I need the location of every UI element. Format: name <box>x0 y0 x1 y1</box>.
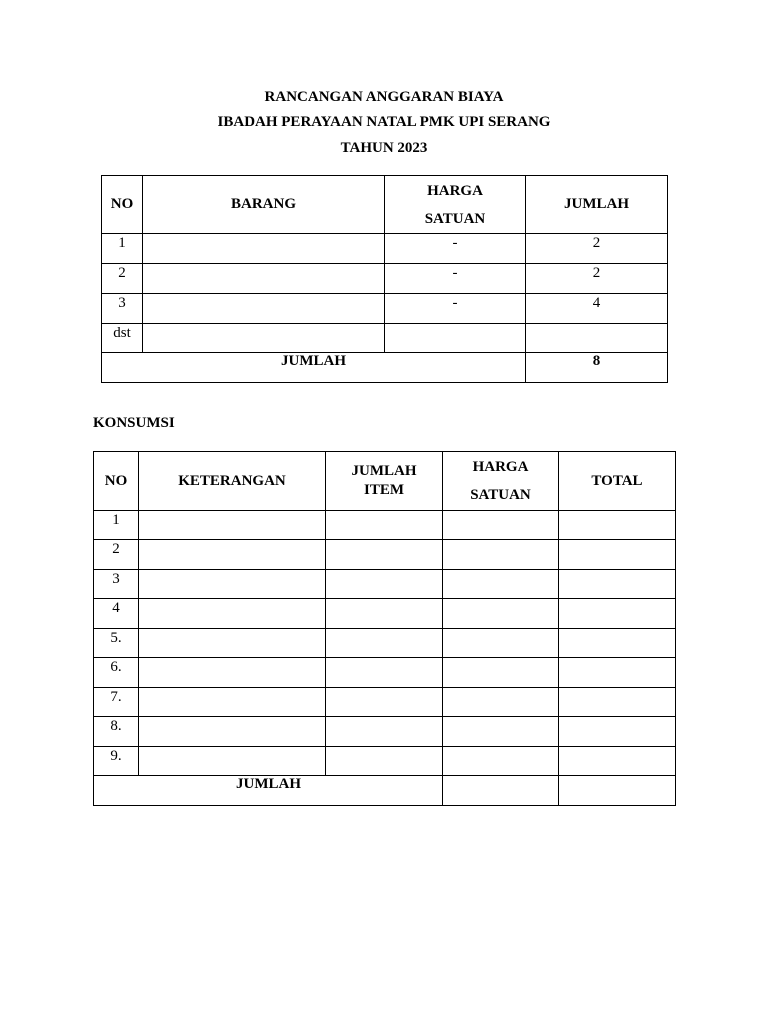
table-row <box>94 540 676 570</box>
table-header-row <box>102 176 668 234</box>
budget-items-table <box>101 175 668 383</box>
cell-total <box>559 511 676 540</box>
table-row <box>94 629 676 658</box>
cell-total <box>559 629 676 658</box>
cell-total <box>559 717 676 747</box>
header-harga-line1: HARGA <box>472 459 529 475</box>
cell-harga <box>443 599 559 629</box>
footer-harga-cell <box>443 776 559 806</box>
cell-total <box>559 540 676 570</box>
header-harga-line2: SATUAN <box>424 210 486 227</box>
cell-barang <box>143 264 385 294</box>
cell-no: 3 <box>102 294 143 324</box>
konsumsi-table <box>93 451 676 806</box>
cell-total <box>559 747 676 776</box>
cell-jumlah-item <box>326 511 443 540</box>
footer-jumlah-label: JUMLAH <box>102 353 526 383</box>
footer-jumlah-label <box>94 776 443 806</box>
cell-no: 1 <box>102 234 143 264</box>
cell-no: dst <box>102 324 143 353</box>
cell-total <box>559 658 676 688</box>
cell-keterangan <box>139 540 326 570</box>
cell-jumlah-item <box>326 717 443 747</box>
table-row <box>94 747 676 776</box>
table-row <box>94 717 676 747</box>
cell-harga <box>443 688 559 717</box>
cell-harga <box>443 747 559 776</box>
table-row <box>94 658 676 688</box>
cell-jumlah <box>526 324 668 353</box>
table-row <box>102 264 668 294</box>
cell-keterangan <box>139 747 326 776</box>
cell-jumlah-item <box>326 658 443 688</box>
header-no: NO <box>102 176 143 234</box>
cell-keterangan <box>139 688 326 717</box>
header-harga-satuan <box>443 452 559 511</box>
cell-jumlah: 2 <box>526 264 668 294</box>
header-jumlah-item <box>326 452 443 511</box>
table-row <box>102 234 668 264</box>
cell-jumlah-item <box>326 629 443 658</box>
header-keterangan: KETERANGAN <box>139 452 326 511</box>
cell-no: 5. <box>94 629 139 658</box>
table-footer-row <box>102 353 668 383</box>
table-row <box>94 688 676 717</box>
cell-barang <box>143 234 385 264</box>
cell-jumlah-item <box>326 599 443 629</box>
cell-total <box>559 688 676 717</box>
cell-jumlah-item <box>326 540 443 570</box>
cell-no: 6. <box>94 658 139 688</box>
cell-total <box>559 599 676 629</box>
table-row <box>102 294 668 324</box>
cell-harga: - <box>385 294 526 324</box>
table-header-row <box>94 452 676 511</box>
cell-keterangan <box>139 629 326 658</box>
header-jumlah-item-line1: JUMLAH <box>351 463 417 479</box>
header-harga-line1: HARGA <box>427 182 483 199</box>
cell-no: 9. <box>94 747 139 776</box>
cell-no: 3 <box>94 570 139 599</box>
header-no: NO <box>94 452 139 511</box>
cell-barang <box>143 294 385 324</box>
cell-no: 2 <box>94 540 139 570</box>
cell-jumlah: 4 <box>526 294 668 324</box>
table-row <box>94 570 676 599</box>
header-jumlah-item-line2: ITEM <box>363 482 404 498</box>
footer-total-cell <box>559 776 676 806</box>
cell-harga <box>443 570 559 599</box>
header-harga-line2: SATUAN <box>470 487 531 503</box>
table-footer-row <box>94 776 676 806</box>
table-row <box>94 511 676 540</box>
cell-keterangan <box>139 570 326 599</box>
cell-no: 7. <box>94 688 139 717</box>
cell-keterangan <box>139 717 326 747</box>
header-total: TOTAL <box>559 452 676 511</box>
footer-jumlah-value: 8 <box>526 353 668 383</box>
cell-jumlah-item <box>326 688 443 717</box>
cell-jumlah: 2 <box>526 234 668 264</box>
cell-no: 4 <box>94 599 139 629</box>
cell-total <box>559 570 676 599</box>
cell-harga <box>443 717 559 747</box>
cell-keterangan <box>139 658 326 688</box>
cell-harga <box>443 629 559 658</box>
cell-no: 2 <box>102 264 143 294</box>
doc-title-line-2: IBADAH PERAYAAN NATAL PMK UPI SERANG <box>217 114 551 130</box>
cell-harga: - <box>385 234 526 264</box>
table-row <box>94 599 676 629</box>
cell-barang <box>143 324 385 353</box>
section-title-konsumsi: KONSUMSI <box>93 415 175 431</box>
cell-keterangan <box>139 599 326 629</box>
cell-harga <box>443 540 559 570</box>
cell-jumlah-item <box>326 747 443 776</box>
cell-harga: - <box>385 264 526 294</box>
cell-keterangan <box>139 511 326 540</box>
header-harga-satuan <box>385 176 526 234</box>
header-barang: BARANG <box>143 176 385 234</box>
doc-title-line-3: TAHUN 2023 <box>340 140 428 156</box>
cell-harga <box>385 324 526 353</box>
header-jumlah: JUMLAH <box>526 176 668 234</box>
cell-no: 8. <box>94 717 139 747</box>
table-row <box>102 324 668 353</box>
cell-harga <box>443 511 559 540</box>
cell-harga <box>443 658 559 688</box>
footer-label-text: JUMLAH <box>236 776 301 792</box>
doc-title-line-1: RANCANGAN ANGGARAN BIAYA <box>264 89 504 105</box>
cell-no: 1 <box>94 511 139 540</box>
cell-jumlah-item <box>326 570 443 599</box>
